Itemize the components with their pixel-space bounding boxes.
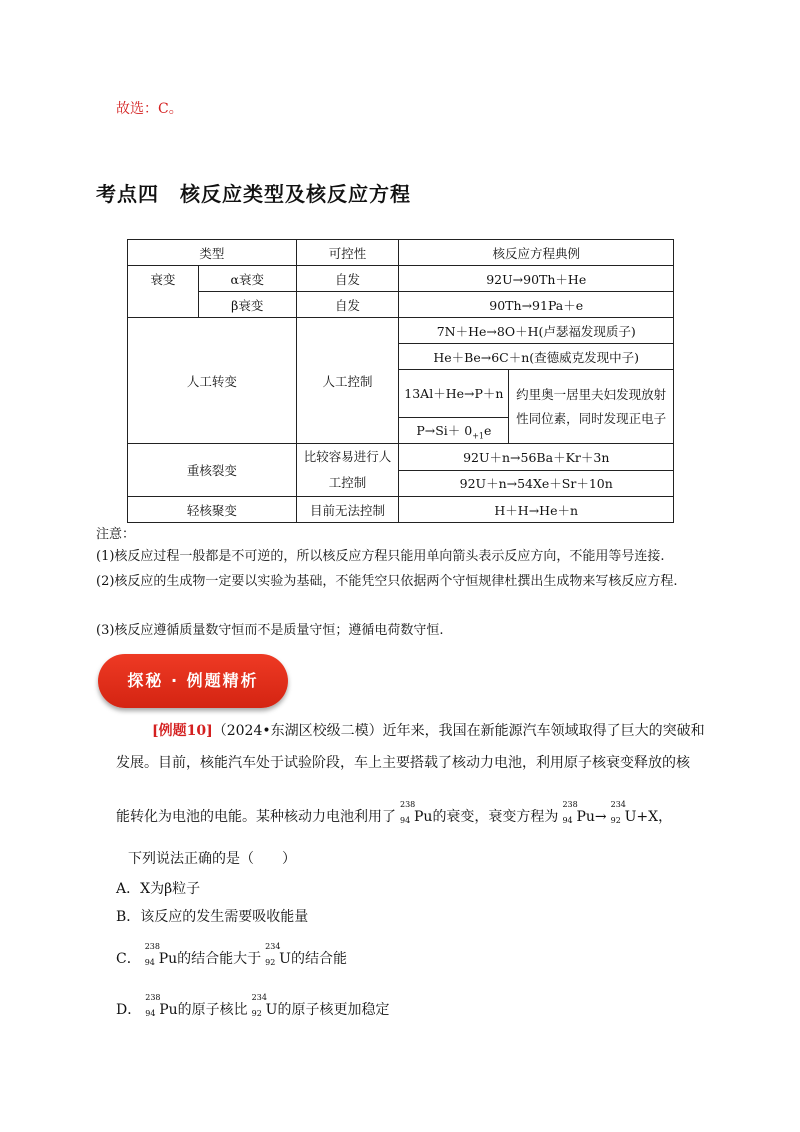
artificial-equation-2: He＋Be→6C＋n(查德威克发现中子) (399, 344, 674, 370)
fusion-equation: H＋H→He＋n (399, 497, 674, 523)
table-header-row (128, 240, 674, 266)
artificial-label: 人工转变 (128, 318, 297, 444)
table-row (128, 497, 674, 523)
artificial-note: 约里奥一居里夫妇发现放射性同位素，同时发现正电子 (509, 370, 674, 444)
fusion-label: 轻核聚变 (128, 497, 297, 523)
option-a: A．X为β粒子 (116, 881, 201, 897)
option-c: C． 238 94 Pu的结合能大于 234 92 U的结合能 (116, 942, 347, 967)
note-3: (3)核反应遵循质量数守恒而不是质量守恒；遵循电荷数守恒. (96, 623, 444, 638)
artificial-control: 人工控制 (296, 318, 399, 444)
table-row (128, 292, 674, 318)
note-2: (2)核反应的生成物一定要以实验为基础，不能凭空只依据两个守恒规律杜撰出生成物来写核反应方程. (96, 574, 678, 589)
fission-label: 重核裂变 (128, 444, 297, 497)
artificial-equation-1: 7N＋He→8O＋H(卢瑟福发现质子) (399, 318, 674, 344)
alpha-decay-equation: 92U→90Th＋He (399, 266, 674, 292)
problem-line-3: 能转化为电池的电能。某种核动力电池利用了 238 94 Pu的衰变，衰变方程为 238 94 Pu→ 234 92 U+X， (116, 800, 673, 825)
beta-decay-name: β衰变 (198, 292, 296, 318)
nuclide-pu: 238 94 Pu (562, 800, 595, 825)
artificial-equation-4: $P\to Si+ 0_{+1}e$ (399, 418, 509, 444)
artificial-equation-3: 13Al＋He→P＋n (399, 370, 509, 418)
fusion-control: 目前无法控制 (296, 497, 399, 523)
table-row (128, 444, 674, 471)
header-example: 核反应方程典例 (399, 240, 674, 266)
table-row (128, 266, 674, 292)
fission-control: 比较容易进行人工控制 (296, 444, 399, 497)
fission-equation-1: 92U＋n→56Ba＋Kr＋3n (399, 444, 674, 471)
option-d: D． 238 94 Pu的原子核比 234 92 U的原子核更加稳定 (116, 993, 390, 1018)
fission-equation-2: 92U＋n→54Xe＋Sr＋10n (399, 470, 674, 497)
nuclide-u: 234 92 U (251, 993, 278, 1018)
beta-decay-control: 自发 (296, 292, 399, 318)
nuclide-u: 234 92 U (265, 942, 291, 967)
notes-title: 注意： (96, 527, 136, 542)
alpha-decay-name: α衰变 (198, 266, 296, 292)
problem-line-4: 下列说法正确的是（ ） (128, 851, 296, 867)
problem-line-2: 发展。目前，核能汽车处于试验阶段，车上主要搭载了核动力电池，利用原子核衰变释放的核 (116, 755, 690, 771)
section-heading: 考点四 核反应类型及核反应方程 (96, 182, 411, 206)
nuclide-u: 234 92 U (610, 800, 637, 825)
nuclide-pu: 238 94 Pu (145, 993, 178, 1018)
problem-source: （2024•东湖区校级二模）近年来，我国在新能源汽车领域取得了巨大的突破和 (212, 723, 705, 739)
problem-line-1 (152, 720, 752, 740)
problem-tag: [例题10] (152, 723, 213, 739)
section-banner: 探秘 · 例题精析 (98, 654, 288, 708)
beta-decay-equation: 90Th→91Pa＋e (399, 292, 674, 318)
header-control: 可控性 (296, 240, 399, 266)
note-1: (1)核反应过程一般都是不可逆的，所以核反应方程只能用单向箭头表示反应方向，不能用等号连接. (96, 549, 665, 564)
decay-label: 衰变 (128, 266, 199, 318)
nuclide-pu: 238 94 Pu (144, 942, 178, 967)
header-type: 类型 (128, 240, 297, 266)
answer-line: 故选：C。 (116, 101, 183, 117)
nuclide-pu: 238 94 Pu (400, 800, 433, 825)
option-b: B．该反应的发生需要吸收能量 (116, 909, 309, 925)
table-row (128, 318, 674, 344)
reaction-table (127, 239, 674, 523)
alpha-decay-control: 自发 (296, 266, 399, 292)
